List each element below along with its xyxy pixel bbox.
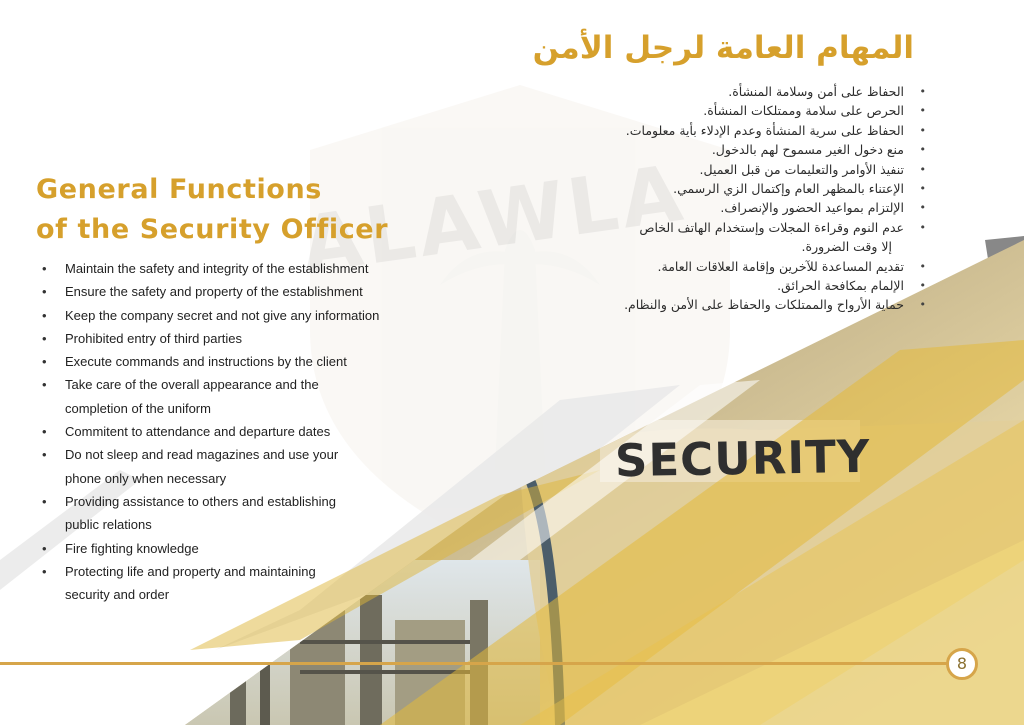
english-duty-text: • Do not sleep and read magazines and use your [65,447,339,463]
english-duty-item [40,280,440,303]
arabic-duty-text: الإلمام بمكافحة الحرائق. [777,278,904,294]
english-duty-text: • Protecting life and property and maintaining [65,563,316,579]
english-duty-text: • Providing assistance to others and establishing [65,493,336,509]
english-duty-item [40,490,440,537]
arabic-duty-text-continued: إلا وقت الضرورة. [801,239,892,255]
arabic-duty-item [486,140,926,159]
arabic-duty-text: عدم النوم وقراءة المجلات وإستخدام الهاتف الخاص [639,219,904,235]
english-duty-text-continued: security and order [65,587,170,603]
arabic-duty-item [486,198,926,217]
english-duty-item [40,350,440,373]
arabic-duty-text: تنفيذ الأوامر والتعليمات من قبل العميل. [699,161,904,177]
arabic-duty-item [486,218,926,257]
security-sign-text: SECURITY [614,429,871,488]
english-duty-text: • Execute commands and instructions by the client [65,354,347,370]
english-duty-text: • Prohibited entry of third parties [65,330,243,346]
arabic-duty-item [486,276,926,295]
arabic-duty-text: الإعتناء بالمظهر العام وإكتمال الزي الرسمي. [673,181,904,197]
company-watermark-text: ALAWLA [295,148,692,292]
arabic-duty-item [486,160,926,179]
english-duty-item [40,304,440,327]
english-duty-text: • Fire fighting knowledge [65,540,199,556]
english-duty-text: • Maintain the safety and integrity of the establishment [65,261,369,276]
arabic-title: المهام العامة لرجل الأمن [532,30,914,66]
page-number: 8 [946,648,978,680]
arabic-duty-text: الحرص على سلامة وممتلكات المنشأة. [703,103,904,119]
english-duty-item [40,327,440,350]
english-duty-item [40,373,440,420]
arabic-duty-text: تقديم المساعدة للآخرين وإقامة العلاقات العامة. [657,258,904,274]
english-duty-text-continued: public relations [65,517,152,533]
english-duty-text: • Commitent to attendance and departure dates [65,424,331,440]
arabic-duty-item [486,121,926,140]
english-duty-text: • Keep the company secret and not give any information [65,307,380,323]
english-duty-item [40,537,440,560]
arabic-duty-text: الحفاظ على أمن وسلامة المنشأة. [728,84,904,99]
english-duty-text: • Take care of the overall appearance and the [65,377,319,393]
arabic-duty-item [486,295,926,314]
arabic-duty-text: منع دخول الغير مسموح لهم بالدخول. [711,142,904,158]
english-duty-text: • Ensure the safety and property of the establishment [65,284,363,300]
arabic-duty-item [486,257,926,276]
arabic-duty-item [486,179,926,198]
footer-divider [0,662,948,665]
english-duty-text-continued: phone only when necessary [65,470,227,486]
arabic-duties-list [486,82,926,315]
english-title [36,170,388,250]
arabic-duty-item [486,101,926,120]
english-duty-item [40,443,440,490]
english-title-line-2: of the Security Officer [36,214,389,245]
english-duty-item [40,420,440,443]
english-title-line-1: General Functions [36,174,322,205]
english-duty-item [40,560,440,607]
english-duty-item [40,257,440,280]
english-duty-text-continued: completion of the uniform [65,400,211,416]
arabic-duty-item [486,82,926,101]
arabic-duty-text: الإلتزام بمواعيد الحضور والإنصراف. [720,200,904,216]
arabic-duty-text: حماية الأرواح والممتلكات والحفاظ على الأمن والنظام. [624,297,904,313]
english-duties-list [40,257,440,606]
arabic-duty-text: الحفاظ على سرية المنشأة وعدم الإدلاء بأية معلومات. [625,122,904,138]
